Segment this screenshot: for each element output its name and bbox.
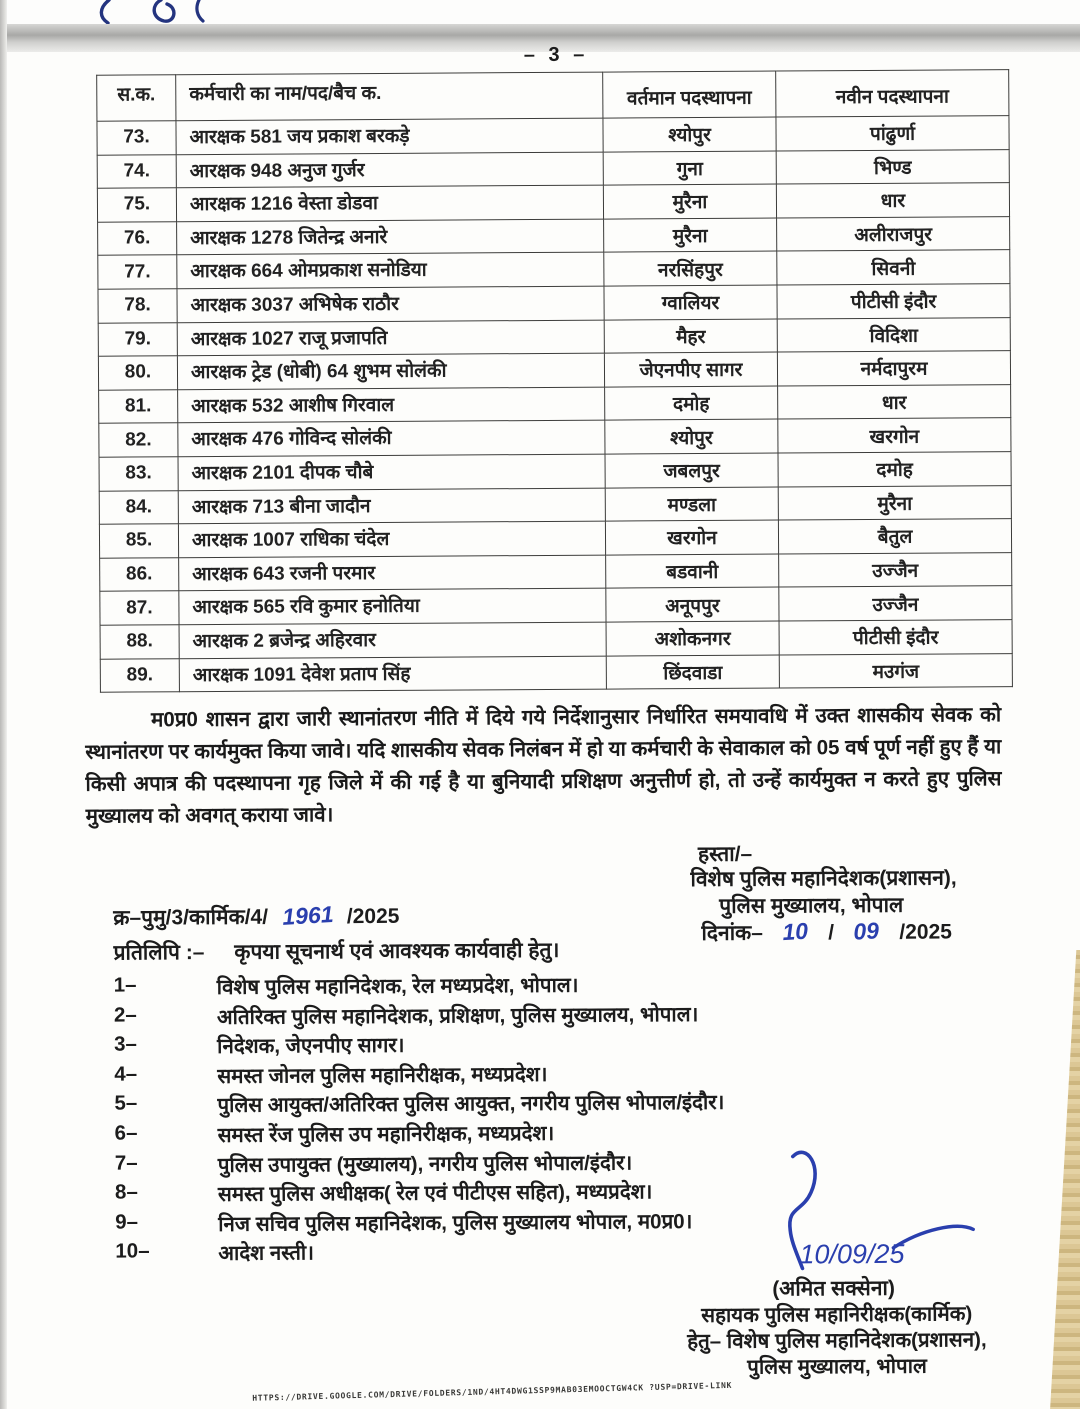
cell-employee: आरक्षक 1216 वेस्ता डोडवा bbox=[176, 185, 603, 221]
cell-serial: 82. bbox=[99, 423, 178, 457]
page-number: – 3 – bbox=[523, 43, 589, 67]
cell-serial: 88. bbox=[100, 625, 179, 659]
cell-new-posting: अलीराजपुर bbox=[777, 216, 1010, 251]
cell-employee: आरक्षक 3037 अभिषेक राठौर bbox=[177, 286, 604, 322]
cell-employee: आरक्षक 664 ओमप्रकाश सनोडिया bbox=[177, 252, 604, 288]
list-item bbox=[114, 999, 874, 1033]
cell-current-posting: जबलपुर bbox=[605, 453, 778, 488]
cell-serial: 73. bbox=[97, 121, 176, 155]
table-row bbox=[98, 250, 1010, 289]
list-item-number: 1– bbox=[113, 973, 137, 997]
cell-new-posting: मउगंज bbox=[779, 653, 1012, 688]
list-item-number: 7– bbox=[114, 1151, 138, 1175]
list-item-text: निदेशक, जेएनपीए सागर। bbox=[217, 1034, 405, 1059]
cell-current-posting: मैहर bbox=[604, 319, 777, 354]
cell-employee: आरक्षक 1007 राधिका चंदेल bbox=[178, 521, 605, 557]
cell-employee: आरक्षक 1091 देवेश प्रताप सिंह bbox=[179, 656, 606, 692]
table-row bbox=[98, 317, 1010, 356]
copy-label: प्रतिलिपि :– bbox=[113, 941, 205, 965]
cell-current-posting: मण्डला bbox=[605, 487, 778, 522]
cell-serial: 78. bbox=[98, 289, 177, 323]
signed-office: पुलिस मुख्यालय, भोपाल bbox=[719, 893, 904, 918]
cell-current-posting: अशोकनगर bbox=[606, 621, 779, 656]
list-item bbox=[114, 1058, 874, 1092]
signed-designation: विशेष पुलिस महानिदेशक(प्रशासन), bbox=[690, 866, 957, 892]
table-row bbox=[98, 284, 1010, 323]
list-item-number: 10– bbox=[115, 1239, 150, 1263]
cell-new-posting: धार bbox=[776, 183, 1009, 218]
handwritten-ref-number: 1961 bbox=[281, 900, 334, 930]
table-row bbox=[98, 351, 1010, 390]
list-item-number: 6– bbox=[114, 1121, 138, 1145]
list-item-text: पुलिस उपायुक्त (मुख्यालय), नगरीय पुलिस भोपाल/इंदौर। bbox=[217, 1151, 633, 1177]
signatory-title-3: पुलिस मुख्यालय, भोपाल bbox=[747, 1354, 927, 1379]
header-new-posting: नवीन पदस्थापना bbox=[776, 70, 1009, 117]
list-item-number: 3– bbox=[114, 1032, 137, 1056]
copy-note: कृपया सूचनार्थ एवं आवश्यक कार्यवाही हेतु। bbox=[234, 938, 560, 964]
signatory-title-1: सहायक पुलिस महानिरीक्षक(कार्मिक) bbox=[701, 1302, 973, 1328]
cell-current-posting: अनूपपुर bbox=[606, 587, 779, 622]
list-item bbox=[114, 1087, 874, 1121]
cell-employee: आरक्षक 948 अनुज गुर्जर bbox=[176, 152, 603, 188]
table-row bbox=[99, 485, 1011, 524]
cell-new-posting: नर्मदापुरम bbox=[777, 351, 1010, 386]
date-slash: / bbox=[828, 921, 835, 945]
signature-date-text: 10/09/25 bbox=[799, 1238, 905, 1270]
order-paragraph: म0प्र0 शासन द्वारा जारी स्थानांतरण नीति में दिये गये निर्देशानुसार निर्धारित समयावधि में उक्त शासकीय सेवक को स्थानांतरण पर कार्यमुक्त किया जावे। यदि शासकीय सेवक निलंबन में हो या कर्मचारी के सेवाकाल को 05 वर्ष पूर्ण नहीं हुए हैं या किसी अपात्र की पदस्थापना गृह जिले में की गई है या बुनियादी प्रशिक्षण अनुत्तीर्ण हो, तो उन्हें कार्यमुक्त न करते हुए पुलिस मुख्यालय को अवगत् कराया जावे। bbox=[85, 703, 1002, 828]
list-item-text: निज सचिव पुलिस महानिदेशक, पुलिस मुख्यालय भोपाल, म0प्र0। bbox=[218, 1209, 693, 1236]
signatory-title-2: हेतु– विशेष पुलिस महानिदेशक(प्रशासन), bbox=[687, 1328, 987, 1354]
cell-employee: आरक्षक 476 गोविन्द सोलंकी bbox=[178, 420, 605, 456]
cell-employee: आरक्षक 1027 राजू प्रजापति bbox=[177, 320, 604, 356]
cell-current-posting: दमोह bbox=[605, 386, 778, 421]
list-item-text: विशेष पुलिस महानिदेशक, रेल मध्यप्रदेश, भोपाल। bbox=[216, 973, 579, 999]
cell-employee: आरक्षक 581 जय प्रकाश बरकड़े bbox=[176, 118, 603, 154]
signatory-name: (अमित सक्सेना) bbox=[772, 1276, 895, 1301]
cell-current-posting: ग्वालियर bbox=[604, 285, 777, 320]
header-serial: स.क. bbox=[97, 75, 176, 121]
cell-new-posting: उज्जैन bbox=[779, 552, 1012, 587]
cell-serial: 87. bbox=[100, 591, 179, 625]
cell-employee: आरक्षक 2101 दीपक चौबे bbox=[178, 454, 605, 490]
cell-current-posting: श्योपुर bbox=[603, 117, 776, 152]
table-header-row bbox=[97, 70, 1009, 122]
list-item bbox=[115, 1117, 875, 1151]
signature-icon bbox=[741, 1147, 982, 1280]
cell-new-posting: सिवनी bbox=[777, 250, 1010, 285]
cell-new-posting: दमोह bbox=[778, 452, 1011, 487]
cell-current-posting: जेएनपीए सागर bbox=[604, 352, 777, 387]
list-item-number: 4– bbox=[114, 1062, 138, 1086]
cell-employee: आरक्षक 643 रजनी परमार bbox=[179, 555, 606, 591]
cell-serial: 80. bbox=[98, 356, 177, 390]
date-label: दिनांक– bbox=[701, 921, 763, 946]
cell-new-posting: पीटीसी इंदौर bbox=[779, 620, 1012, 655]
handwritten-day: 10 bbox=[781, 917, 810, 946]
list-item-text: पुलिस आयुक्त/अतिरिक्त पुलिस आयुक्त, नगरीय पुलिस भोपाल/इंदौर। bbox=[217, 1091, 725, 1118]
list-item-text: समस्त पुलिस अधीक्षक( रेल एवं पीटीएस सहित), मध्यप्रदेश। bbox=[217, 1180, 653, 1207]
cell-current-posting: खरगोन bbox=[605, 520, 778, 555]
table-row bbox=[99, 519, 1011, 558]
footer-drive-link: HTTPS://DRIVE.GOOGLE.COM/DRIVE/FOLDERS/1ND/4HT4DWG1SSP9MAB03EMOOCTGW4CK ?USP=DRIVE-LINK bbox=[252, 1380, 733, 1403]
cell-new-posting: मुरैना bbox=[778, 485, 1011, 520]
scan-left-edge bbox=[0, 0, 7, 1409]
table-row bbox=[97, 149, 1009, 188]
cell-new-posting: भिण्ड bbox=[776, 149, 1009, 184]
cell-new-posting: धार bbox=[778, 384, 1011, 419]
list-item-number: 2– bbox=[113, 1003, 137, 1027]
cell-employee: आरक्षक 1278 जितेन्द्र अनारे bbox=[177, 219, 604, 255]
cell-serial: 83. bbox=[99, 457, 178, 491]
cell-serial: 79. bbox=[98, 322, 177, 356]
ref-prefix: क्र–पुमु/3/कार्मिक/4/ bbox=[113, 905, 269, 930]
cell-serial: 76. bbox=[98, 221, 177, 255]
cell-current-posting: मुरैना bbox=[604, 218, 777, 253]
list-item-number: 5– bbox=[114, 1091, 138, 1115]
date-year: /2025 bbox=[899, 920, 952, 944]
cell-new-posting: बैतुल bbox=[778, 519, 1011, 554]
table-row bbox=[100, 586, 1012, 625]
cell-new-posting: विदिशा bbox=[777, 317, 1010, 352]
cell-new-posting: पांढुर्णा bbox=[776, 116, 1009, 151]
cell-serial: 85. bbox=[99, 524, 178, 558]
cell-employee: आरक्षक 532 आशीष गिरवाल bbox=[178, 387, 605, 423]
list-item-number: 8– bbox=[114, 1180, 138, 1204]
cell-current-posting: मुरैना bbox=[603, 184, 776, 219]
cell-current-posting: नरसिंहपुर bbox=[604, 251, 777, 286]
list-item bbox=[114, 969, 874, 1003]
table-row bbox=[99, 418, 1011, 457]
list-item-number: 9– bbox=[115, 1210, 139, 1234]
cell-serial: 81. bbox=[99, 389, 178, 423]
cell-serial: 77. bbox=[98, 255, 177, 289]
list-item-text: समस्त जोनल पुलिस महानिरीक्षक, मध्यप्रदेश। bbox=[217, 1062, 548, 1088]
table-row bbox=[99, 452, 1011, 491]
table-row bbox=[99, 384, 1011, 423]
cell-serial: 89. bbox=[100, 658, 179, 692]
cell-employee: आरक्षक 565 रवि कुमार हनोतिया bbox=[179, 588, 606, 624]
cell-serial: 84. bbox=[99, 490, 178, 524]
date-line bbox=[701, 917, 952, 947]
table-row bbox=[98, 216, 1010, 255]
cell-employee: आरक्षक 713 बीना जादौन bbox=[178, 488, 605, 524]
transfer-table bbox=[96, 69, 1013, 693]
list-item-text: आदेश नस्ती। bbox=[218, 1241, 315, 1266]
header-employee: कर्मचारी का नाम/पद/बैच क. bbox=[176, 72, 603, 121]
cell-employee: आरक्षक ट्रेड (धोबी) 64 शुभम सोलंकी bbox=[177, 353, 604, 389]
table-row bbox=[97, 116, 1009, 155]
cell-serial: 75. bbox=[97, 188, 176, 222]
cell-current-posting: छिंदवाडा bbox=[606, 655, 779, 690]
ref-suffix: /2025 bbox=[346, 904, 400, 929]
copy-to-line bbox=[113, 936, 559, 967]
cell-current-posting: बडवानी bbox=[606, 554, 779, 589]
header-current-posting: वर्तमान पदस्थापना bbox=[603, 71, 776, 118]
list-item bbox=[114, 1028, 874, 1062]
hasta-label: हस्ता/– bbox=[697, 842, 753, 867]
handwritten-month: 09 bbox=[853, 917, 881, 945]
cell-serial: 86. bbox=[100, 557, 179, 591]
table-row bbox=[100, 552, 1012, 591]
cell-new-posting: पीटीसी इंदौर bbox=[777, 284, 1010, 319]
cell-serial: 74. bbox=[97, 154, 176, 188]
table-row bbox=[97, 183, 1009, 222]
list-item-text: समस्त रेंज पुलिस उप महानिरीक्षक, मध्यप्रदेश। bbox=[217, 1121, 555, 1147]
list-item-text: अतिरिक्त पुलिस महानिदेशक, प्रशिक्षण, पुलिस मुख्यालय, भोपाल। bbox=[216, 1002, 699, 1029]
cell-employee: आरक्षक 2 ब्रजेन्द्र अहिरवार bbox=[179, 622, 606, 658]
cell-new-posting: उज्जैन bbox=[779, 586, 1012, 621]
cell-current-posting: गुना bbox=[603, 151, 776, 186]
cell-current-posting: श्योपुर bbox=[605, 419, 778, 454]
reference-number-line bbox=[113, 902, 399, 932]
table-row bbox=[100, 620, 1012, 659]
cell-new-posting: खरगोन bbox=[778, 418, 1011, 453]
table-row bbox=[100, 653, 1012, 692]
